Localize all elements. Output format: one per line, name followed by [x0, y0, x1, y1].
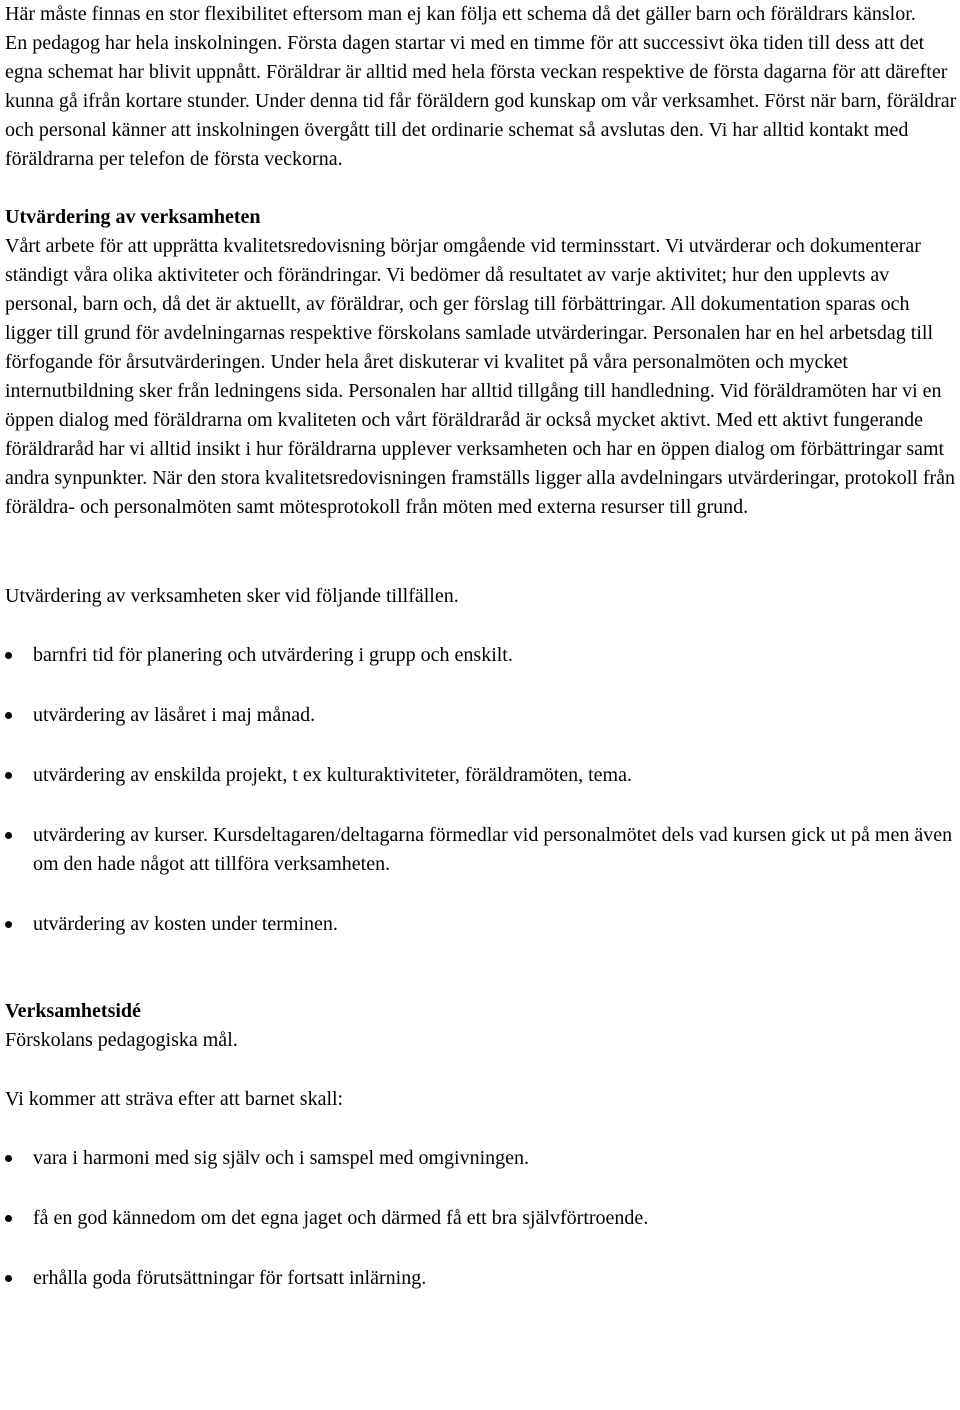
- list-item: [5, 761, 957, 790]
- list-item: [5, 821, 957, 879]
- list-item: [5, 641, 957, 670]
- evaluation-body: Vårt arbete för att upprätta kvalitetsredovisning börjar omgående vid terminsstart. Vi utvärderar och dokumenterar ständigt våra olika aktiviteter och förändringar. Vi bedömer då resultatet av varje aktivitet; hur den upplevts av personal, barn och, då det är aktuellt, av föräldrar, och ger förslag till förbättringar. All dokumentation sparas och ligger till grund för avdelningarnas respektive förskolans samlade utvärderingar. Personalen har en hel arbetsdag till förfogande för årsutvärderingen. Under hela året diskuterar vi kvalitet på våra personalmöten och mycket internutbildning sker från ledningens sida. Personalen har alltid tillgång till handledning. Vid föräldramöten har vi en öppen dialog med föräldrarna om kvaliteten och vårt föräldraråd är också mycket aktivt. Med ett aktivt fungerande föräldraråd har vi alltid insikt i hur föräldrarna upplever verksamheten och har en öppen dialog om förbättringar samt andra synpunkter. När den stora kvalitetsredovisningen framställs ligger alla avdelningars utvärderingar, protokoll från föräldra- och personalmöten samt mötesprotokoll från möten med externa resurser till grund.: [5, 235, 956, 518]
- list-item: [5, 701, 957, 730]
- list-item-text: erhålla goda förutsättningar för fortsatt inlärning.: [33, 1267, 427, 1289]
- goals-list: [5, 1144, 957, 1293]
- list-item-text: utvärdering av enskilda projekt, t ex kulturaktiviteter, föräldramöten, tema.: [33, 764, 632, 786]
- verksamhetside-subheading: Förskolans pedagogiska mål.: [5, 1029, 238, 1051]
- list-item-text: utvärdering av läsåret i maj månad.: [33, 704, 316, 726]
- intro-section: [5, 0, 957, 174]
- intro-paragraph-1: Här måste finnas en stor flexibilitet eftersom man ej kan följa ett schema då det gäller barn och föräldrars känslor.: [5, 3, 916, 25]
- bullet-icon: [5, 1215, 12, 1222]
- bullet-icon: [5, 1155, 12, 1162]
- bullet-icon: [5, 1275, 12, 1282]
- evaluation-list: [5, 641, 957, 939]
- list-item: [5, 1204, 957, 1233]
- list-item-text: utvärdering av kosten under terminen.: [33, 913, 338, 935]
- list-item: [5, 1144, 957, 1173]
- bullet-icon: [5, 832, 12, 839]
- bullet-icon: [5, 921, 12, 928]
- verksamhetside-heading: Verksamhetsidé: [5, 1000, 141, 1022]
- list-item-text: utvärdering av kurser. Kursdeltagaren/deltagarna förmedlar vid personalmötet dels vad kursen gick ut på men även om den hade något att tillföra verksamheten.: [33, 824, 953, 875]
- list-item-text: vara i harmoni med sig själv och i samspel med omgivningen.: [33, 1147, 530, 1169]
- evaluation-lead: Utvärdering av verksamheten sker vid följande tillfällen.: [5, 585, 459, 607]
- list-item-text: få en god kännedom om det egna jaget och därmed få ett bra självförtroende.: [33, 1207, 649, 1229]
- evaluation-heading: Utvärdering av verksamheten: [5, 206, 261, 228]
- bullet-icon: [5, 712, 12, 719]
- bullet-icon: [5, 652, 12, 659]
- bullet-icon: [5, 772, 12, 779]
- document-page: [5, 0, 957, 1293]
- list-item: [5, 910, 957, 939]
- list-item-text: barnfri tid för planering och utvärdering i grupp och enskilt.: [33, 644, 513, 666]
- intro-paragraph-2: En pedagog har hela inskolningen. Första dagen startar vi med en timme för att successivt öka tiden till dess att det egna schemat har blivit uppnått. Föräldrar är alltid med hela första veckan respektive de första dagarna för att därefter kunna gå ifrån kortare stunder. Under denna tid får föräldern god kunskap om vår verksamhet. Först när barn, föräldrar och personal känner att inskolningen övergått till det ordinarie schemat så avslutas den. Vi har alltid kontakt med föräldrarna per telefon de första veckorna.: [5, 32, 957, 170]
- evaluation-section: [5, 203, 957, 939]
- verksamhetside-section: [5, 997, 957, 1293]
- verksamhetside-lead: Vi kommer att sträva efter att barnet skall:: [5, 1088, 344, 1110]
- list-item: [5, 1264, 957, 1293]
